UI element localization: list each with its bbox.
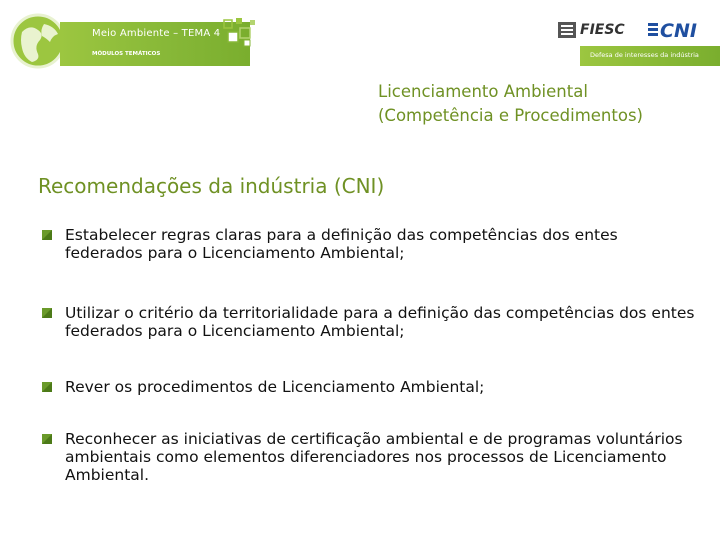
right-band-text: Defesa de interesses da indústria xyxy=(590,51,699,59)
bullet-text: Reconhecer as iniciativas de certificação ambiental e de programas voluntários ambientais como elementos diferenciadores nos processos de Licenciamento Ambiental. xyxy=(65,430,683,484)
square-bullet-icon xyxy=(42,434,52,444)
header-band-subtitle: MÓDULOS TEMÁTICOS xyxy=(92,51,161,57)
cni-logo xyxy=(648,18,712,40)
svg-text:CNI: CNI xyxy=(660,20,697,40)
bullet-text: Utilizar o critério da territorialidade para a definição das competências dos entes federados para o Licenciamento Ambiental; xyxy=(65,304,695,340)
section-title: Recomendações da indústria (CNI) xyxy=(38,174,385,198)
slide-heading xyxy=(378,80,708,128)
bullet-text: Estabelecer regras claras para a definição das competências dos entes federados para o Licenciamento Ambiental; xyxy=(65,226,618,262)
slide-heading-line2: (Competência e Procedimentos) xyxy=(378,106,643,125)
slide-header xyxy=(0,0,720,72)
square-bullet-icon xyxy=(42,230,52,240)
svg-text:FIESC: FIESC xyxy=(580,22,625,38)
fiesc-logo xyxy=(558,20,642,40)
square-bullet-icon xyxy=(42,382,52,392)
bullet-text: Rever os procedimentos de Licenciamento Ambiental; xyxy=(65,378,485,396)
slide-heading-line1: Licenciamento Ambiental xyxy=(378,82,588,101)
square-bullet-icon xyxy=(42,308,52,318)
header-band-title: Meio Ambiente – TEMA 4 xyxy=(92,28,221,39)
decorative-squares-icon xyxy=(222,16,258,50)
